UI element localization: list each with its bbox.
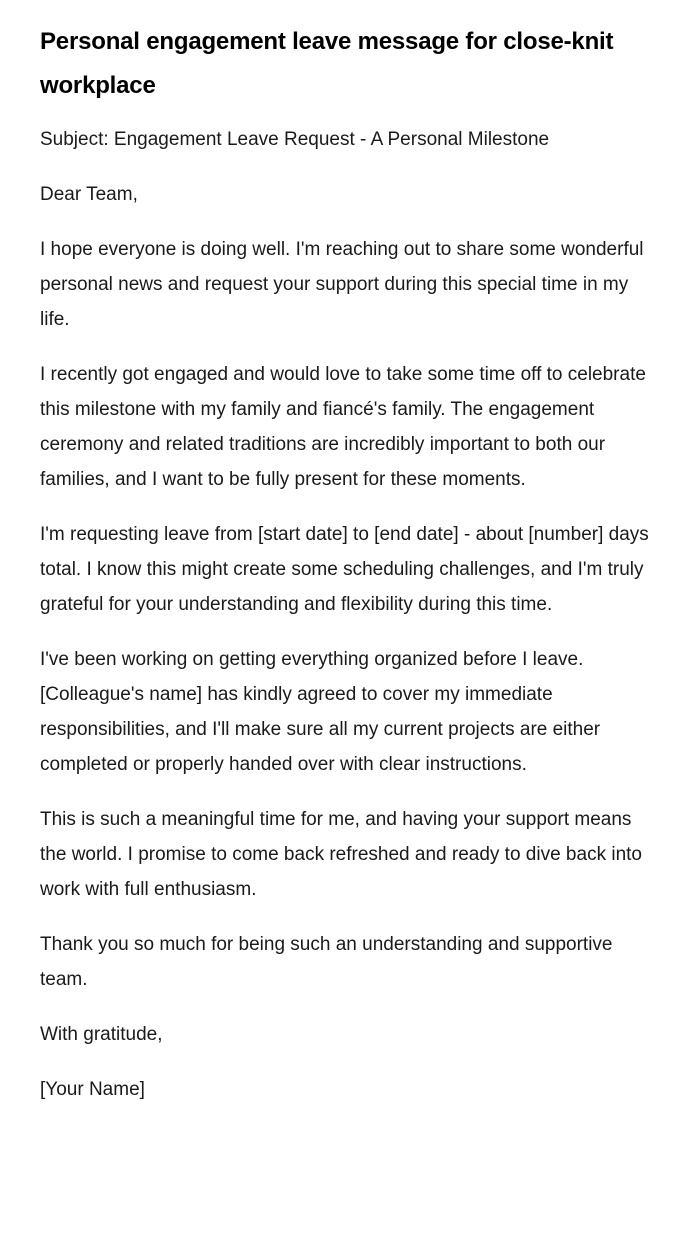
- signature-placeholder: [Your Name]: [40, 1079, 145, 1100]
- document-title: Personal engagement leave message for close-knit workplace: [40, 28, 614, 99]
- greeting: Dear Team,: [40, 184, 138, 205]
- body-paragraph-5: This is such a meaningful time for me, and having your support means the world. I promise to come back refreshed and ready to dive back into work with full enthusiasm.: [40, 809, 642, 900]
- body-paragraph-2: I recently got engaged and would love to take some time off to celebrate this milestone with my family and fiancé's family. The engagement ceremony and related traditions are incredibly important to both our families, and I want to be fully present for these moments.: [40, 364, 646, 490]
- body-paragraph-1: I hope everyone is doing well. I'm reaching out to share some wonderful personal news and request your support during this special time in my life.: [40, 239, 644, 330]
- body-paragraph-3: I'm requesting leave from [start date] to [end date] - about [number] days total. I know this might create some scheduling challenges, and I'm truly grateful for your understanding and flexibility during this time.: [40, 524, 649, 615]
- subject-line: Subject: Engagement Leave Request - A Personal Milestone: [40, 129, 550, 150]
- body-paragraph-6: Thank you so much for being such an understanding and supportive team.: [40, 934, 613, 990]
- body-paragraph-4: I've been working on getting everything organized before I leave. [Colleague's name] has kindly agreed to cover my immediate responsibilities, and I'll make sure all my current projects are either completed or properly handed over with clear instructions.: [40, 649, 601, 775]
- closing-line: With gratitude,: [40, 1024, 163, 1045]
